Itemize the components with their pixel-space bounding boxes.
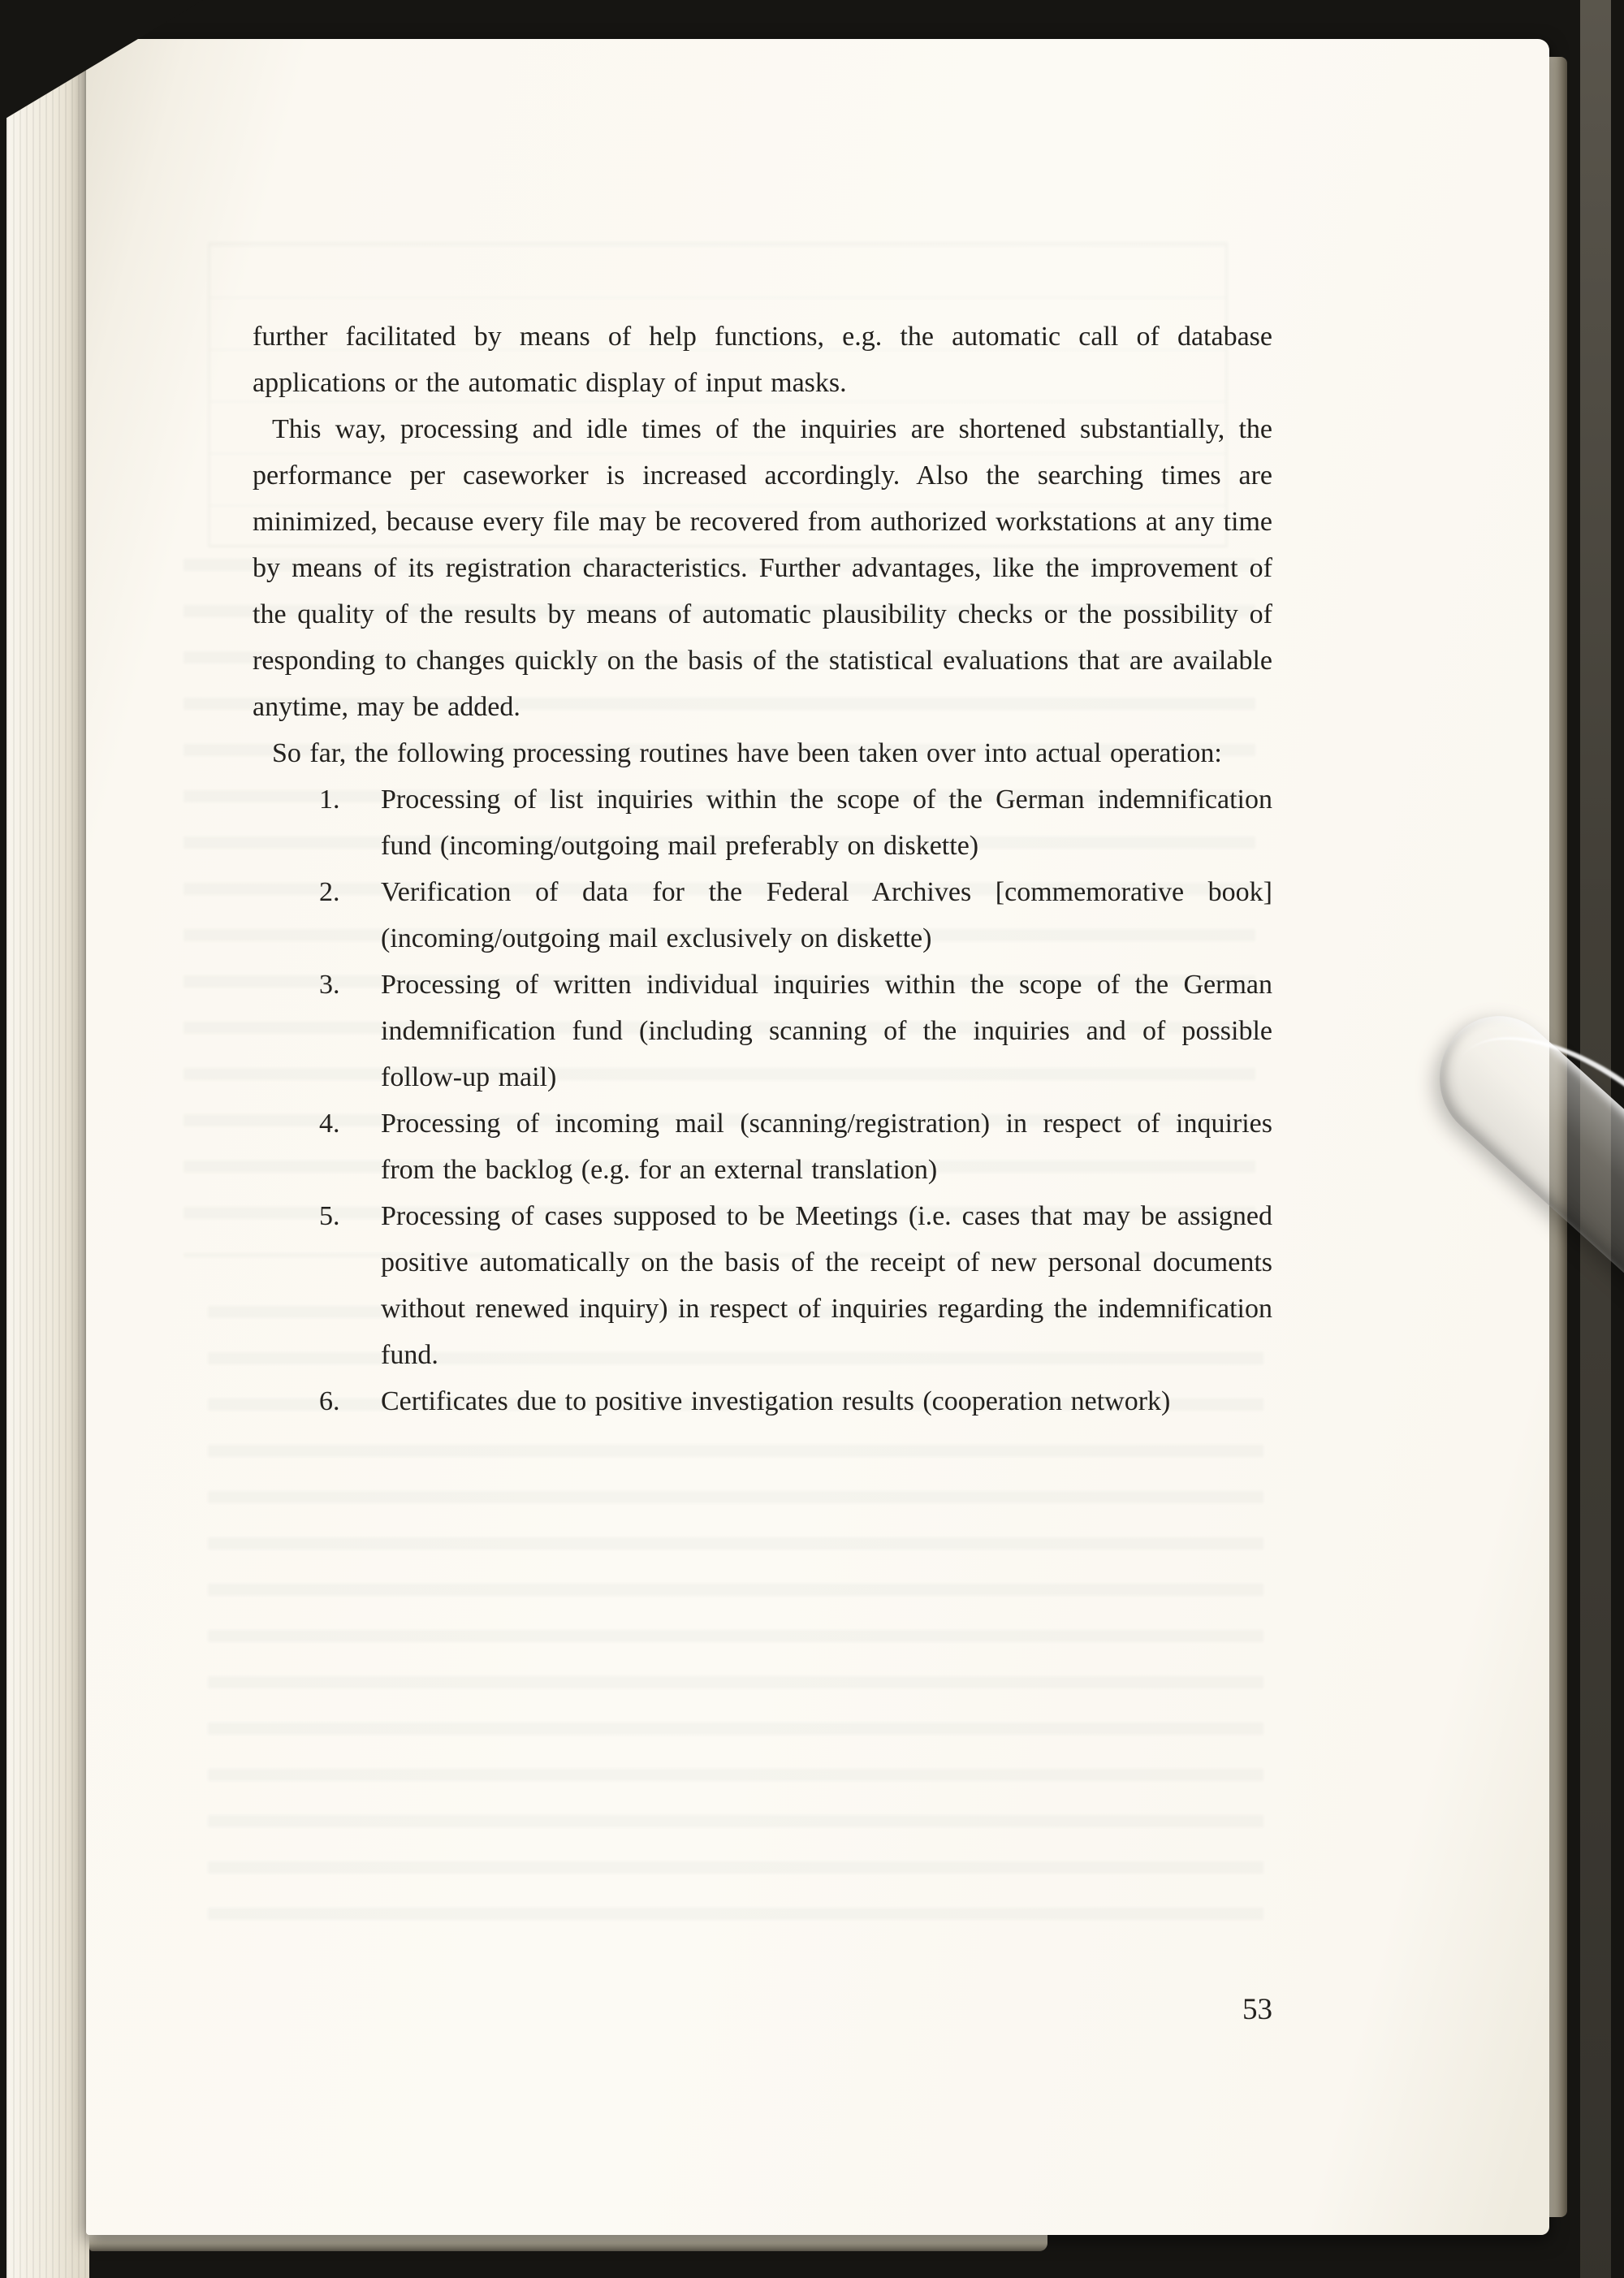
page-number: 53	[1242, 1993, 1272, 2026]
numbered-list	[253, 776, 1272, 1424]
list-item	[319, 869, 1272, 962]
book-page	[86, 39, 1549, 2235]
list-item-text: Verification of data for the Federal Archives [commemorative book] (incoming/outgoing mail exclusively on diskette)	[381, 877, 1272, 953]
list-item-text: Processing of cases supposed to be Meetings (i.e. cases that may be assigned positive automatically on the basis of the receipt of new personal documents without renewed inquiry) in respect of inquiries regarding the indemnification fund.	[381, 1201, 1272, 1370]
left-pages-fore-edge	[6, 34, 89, 2278]
list-item	[319, 1193, 1272, 1378]
list-item-text: Processing of list inquiries within the scope of the German indemnification fund (incoming/outgoing mail preferably on diskette)	[381, 785, 1272, 861]
list-item	[319, 1378, 1272, 1424]
page-text	[253, 313, 1272, 1424]
right-back-pages-edge	[1580, 0, 1611, 2278]
list-item-number: 5.	[319, 1201, 340, 1231]
bottom-stacked-page-edges	[89, 2233, 1047, 2251]
paragraph: further facilitated by means of help functions, e.g. the automatic call of database applications or the automatic display of input masks.	[253, 322, 1272, 398]
list-item-number: 4.	[319, 1109, 340, 1139]
list-item-text: Processing of incoming mail (scanning/registration) in respect of inquiries from the backlog (e.g. for an external translation)	[381, 1109, 1272, 1185]
list-item-number: 3.	[319, 970, 340, 1000]
list-item	[319, 776, 1272, 869]
list-item	[319, 1100, 1272, 1193]
list-item	[319, 962, 1272, 1100]
list-item-number: 6.	[319, 1386, 340, 1416]
list-item-number: 2.	[319, 877, 340, 907]
list-item-number: 1.	[319, 785, 340, 815]
list-item-text: Certificates due to positive investigation results (cooperation network)	[381, 1386, 1171, 1416]
paragraph: This way, processing and idle times of the inquiries are shortened substantially, the performance per caseworker is increased accordingly. Also the searching times are minimized, because every file may be recovered from authorized workstations at any time by means of its registration characteristics. Further advantages, like the improvement of the quality of the results by means of automatic plausibility checks or the possibility of responding to changes quickly on the basis of the statistical evaluations that are available anytime, may be added.	[253, 414, 1272, 722]
right-stacked-page-edges	[1548, 57, 1567, 2217]
paragraph: So far, the following processing routines have been taken over into actual operation:	[272, 738, 1222, 768]
list-item-text: Processing of written individual inquiries within the scope of the German indemnification fund (including scanning of the inquiries and of possible follow-up mail)	[381, 970, 1272, 1092]
